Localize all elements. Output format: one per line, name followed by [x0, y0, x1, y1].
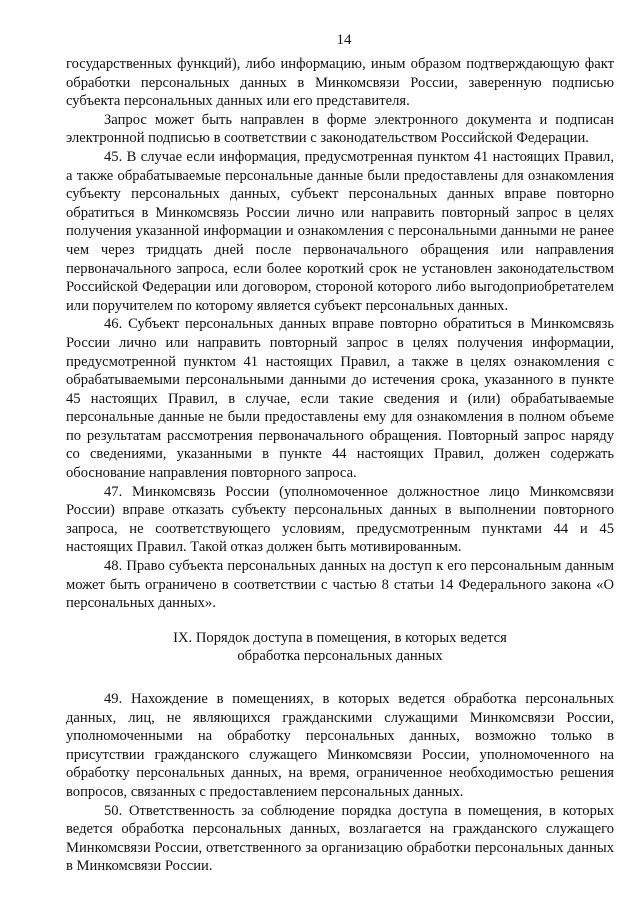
- paragraph-48: 48. Право субъекта персональных данных на доступ к его персональным данным может быть ограничено в соответствии с частью 8 статьи 14 Федерального закона «О персональных данных».: [66, 558, 614, 612]
- paragraph-47: 47. Минкомсвязь России (уполномоченное должностное лицо Минкомсвязи России) вправе отказать субъекту персональных данных в выполнении повторного запроса, не соответствующего условиям, предусмотренным пунктами 44 и 45 настоящих Правил. Такой отказ должен быть мотивированным.: [66, 483, 614, 556]
- paragraph-45: 45. В случае если информация, предусмотренная пунктом 41 настоящих Правил, а также обрабатываемые персональные данные были предоставлены для ознакомления субъекту персональных данных, субъект персональных данных вправе повторно обратиться в Минкомсвязь России лично или направить повторный запрос в целях получения указанной информации и ознакомления с персональными данными не ранее чем через тридцать дней после первоначального обращения или направления первоначального запроса, если более короткий срок не установлен законодательством Российской Федерации или договором, стороной которого либо выгодоприобретателем или поручителем по которому является субъект персональных данных.: [66, 148, 614, 314]
- paragraph-continuation: государственных функций), либо информацию, иным образом подтверждающую факт обработки персональных данных в Минкомсвязи России, заверенную подписью субъекта персональных данных или его представителя.: [66, 56, 614, 110]
- page-number: 14: [336, 32, 352, 48]
- section-heading-line2: обработка персональных данных: [237, 648, 443, 665]
- paragraph-49: 49. Нахождение в помещениях, в которых ведется обработка персональных данных, лиц, не являющихся гражданскими служащими Минкомсвязи России, уполномоченными на обработку персональных данных, возможно только в присутствии гражданского служащего Минкомсвязи России, уполномоченного на обработку персональных данных, на время, ограниченное необходимостью решения вопросов, связанных с предоставлением персональных данных.: [66, 691, 614, 800]
- paragraph-46: 46. Субъект персональных данных вправе повторно обратиться в Минкомсвязь России лично или направить повторный запрос в целях получения информации, предусмотренной пунктом 41 настоящих Правил, а также в целях ознакомления с обрабатываемыми персональными данными до истечения срока, указанного в пункте 45 настоящих Правил, в случае, если такие сведения и (или) обрабатываемые персональные данные не были предоставлены ему для ознакомления в полном объеме по результатам рассмотрения первоначального обращения. Повторный запрос наряду со сведениями, указанными в пункте 44 настоящих Правил, должен содержать обоснование направления повторного запроса.: [66, 316, 614, 482]
- paragraph-50: 50. Ответственность за соблюдение порядка доступа в помещения, в которых ведется обработка персональных данных, возлагается на гражданского служащего Минкомсвязи России, ответственного за организацию обработки персональных данных в Минкомсвязи России.: [66, 802, 614, 875]
- section-heading-line1: IX. Порядок доступа в помещения, в которых ведется: [173, 629, 507, 646]
- section-heading: [66, 629, 614, 666]
- paragraph-electronic-request: Запрос может быть направлен в форме электронного документа и подписан электронной подписью в соответствии с законодательством Российской Федерации.: [66, 111, 614, 147]
